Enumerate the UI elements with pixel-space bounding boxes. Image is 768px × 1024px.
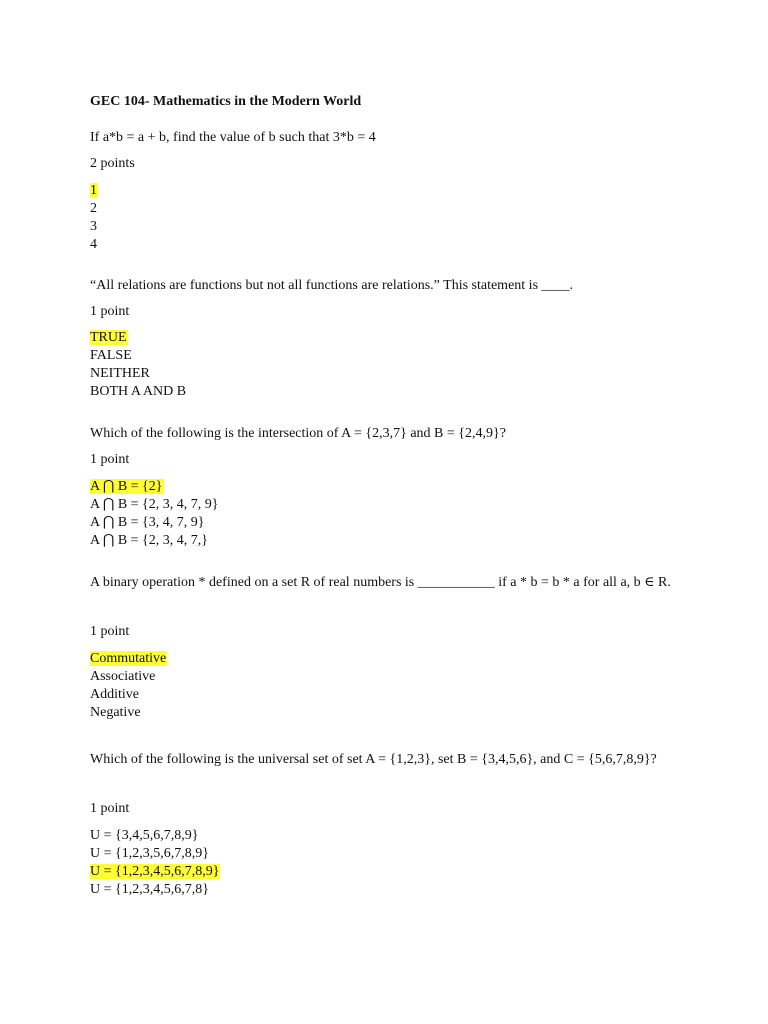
question-1-points: 2 points [90, 156, 135, 171]
option [90, 704, 167, 722]
question-1-options [90, 182, 98, 254]
highlighted-answer: Commutative [90, 651, 167, 666]
option [90, 845, 220, 863]
option [90, 686, 167, 704]
option-text: Negative [90, 705, 141, 720]
option-text: 2 [90, 201, 97, 216]
option-text: NEITHER [90, 366, 150, 381]
option [90, 218, 98, 236]
highlighted-answer: A ⋂ B = {2} [90, 479, 163, 494]
option [90, 365, 187, 383]
option [90, 650, 167, 668]
highlighted-answer: U = {1,2,3,4,5,6,7,8,9} [90, 864, 220, 879]
option [90, 329, 187, 347]
question-3-points: 1 point [90, 452, 130, 467]
question-2-text: “All relations are functions but not all functions are relations.” This statement is ____. [90, 278, 574, 293]
option [90, 236, 98, 254]
option [90, 863, 220, 881]
option [90, 347, 187, 365]
option-text: A ⋂ B = {2, 3, 4, 7,} [90, 533, 208, 548]
option [90, 514, 220, 532]
option-text: U = {1,2,3,5,6,7,8,9} [90, 846, 209, 861]
option [90, 496, 220, 514]
option [90, 668, 167, 686]
option-text: U = {3,4,5,6,7,8,9} [90, 828, 199, 843]
question-3-text: Which of the following is the intersection of A = {2,3,7} and B = {2,4,9}? [90, 426, 506, 441]
question-5-text: Which of the following is the universal set of set A = {1,2,3}, set B = {3,4,5,6}, and C = {5,6,7,8,9}? [90, 752, 657, 767]
option-text: Associative [90, 669, 156, 684]
option-text: Additive [90, 687, 139, 702]
question-3-options [90, 478, 220, 550]
question-2-options [90, 329, 187, 401]
option-text: 4 [90, 237, 97, 252]
option-text: BOTH A AND B [90, 384, 187, 399]
option-text: FALSE [90, 348, 132, 363]
option [90, 200, 98, 218]
question-4-options [90, 650, 167, 722]
option [90, 532, 220, 550]
option-text: 3 [90, 219, 97, 234]
option-text: A ⋂ B = {2, 3, 4, 7, 9} [90, 497, 219, 512]
highlighted-answer: TRUE [90, 330, 127, 345]
question-2-points: 1 point [90, 304, 130, 319]
option [90, 182, 98, 200]
option [90, 827, 220, 845]
question-5-options [90, 827, 220, 899]
option-text: U = {1,2,3,4,5,6,7,8} [90, 882, 209, 897]
option [90, 478, 220, 496]
option [90, 383, 187, 401]
question-4-text: A binary operation * defined on a set R of real numbers is ___________ if a * b = b * a for all a, b ∈ R. [90, 575, 671, 590]
option-text: A ⋂ B = {3, 4, 7, 9} [90, 515, 205, 530]
question-1-text: If a*b = a + b, find the value of b such that 3*b = 4 [90, 130, 376, 145]
highlighted-answer: 1 [90, 183, 97, 198]
document-title: GEC 104- Mathematics in the Modern World [90, 94, 362, 109]
question-4-points: 1 point [90, 624, 130, 639]
option [90, 881, 220, 899]
question-5-points: 1 point [90, 801, 130, 816]
